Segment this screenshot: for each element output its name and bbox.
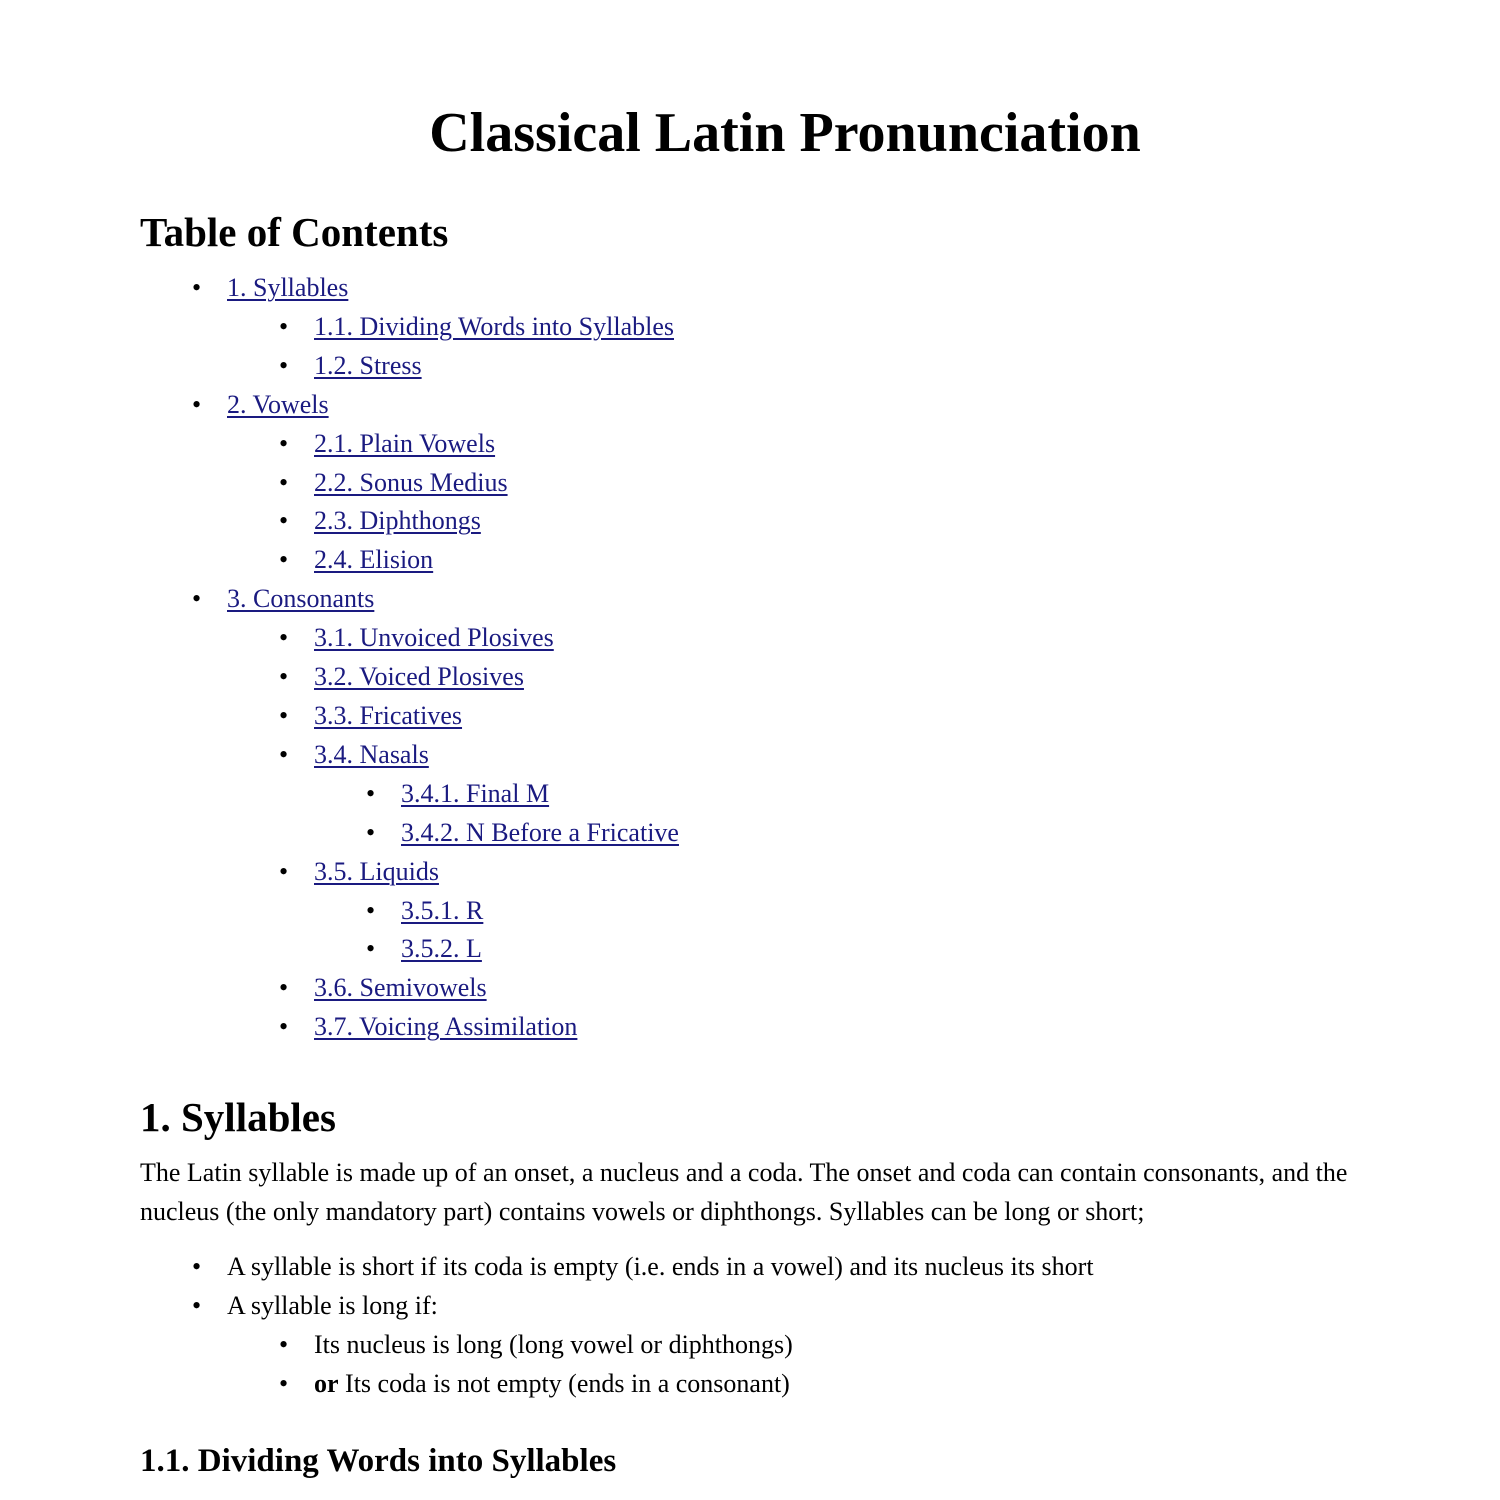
toc-item [366, 930, 679, 969]
page-title: Classical Latin Pronunciation [429, 102, 1141, 164]
bullet-icon: • [192, 389, 202, 419]
toc-item [279, 308, 679, 347]
toc-item [192, 580, 679, 1047]
toc-link[interactable]: 3.7. Voicing Assimilation [314, 1012, 578, 1042]
toc-link[interactable]: 1.2. Stress [314, 350, 422, 380]
toc-link[interactable]: 3.4.1. Final M [401, 778, 550, 808]
list-item [192, 1287, 1094, 1404]
toc-item [279, 502, 679, 541]
toc-link[interactable]: 3.4.2. N Before a Fricative [401, 817, 679, 847]
section-heading-syllables: 1. Syllables [140, 1094, 336, 1140]
list-item-text: A syllable is long if: [227, 1290, 438, 1320]
bullet-icon: • [279, 1012, 289, 1042]
toc-link[interactable]: 3.3. Fricatives [314, 700, 463, 730]
toc-link[interactable]: 2.2. Sonus Medius [314, 467, 508, 497]
toc-link[interactable]: 3.5.2. L [401, 934, 482, 964]
toc-link[interactable]: 1.1. Dividing Words into Syllables [314, 311, 674, 341]
toc-item [279, 853, 679, 970]
toc-link[interactable]: 2.3. Diphthongs [314, 506, 481, 536]
bullet-icon: • [279, 1329, 289, 1359]
toc-item [366, 775, 679, 814]
bullet-icon: • [192, 1252, 202, 1281]
bullet-icon: • [366, 934, 376, 964]
bullet-icon: • [279, 545, 289, 575]
bullet-icon: • [279, 973, 289, 1003]
syllable-rules-list [140, 1248, 1094, 1404]
list-item-text: Its nucleus is long (long vowel or diphthongs) [314, 1329, 793, 1359]
bullet-icon: • [279, 700, 289, 730]
toc-item [192, 269, 679, 386]
list-item-text: Its coda is not empty (ends in a consonant) [338, 1368, 790, 1398]
bullet-icon: • [279, 623, 289, 653]
bullet-icon: • [279, 662, 289, 692]
toc-link[interactable]: 3.5.1. R [401, 895, 484, 925]
bullet-icon: • [279, 739, 289, 769]
toc-link[interactable]: 2.1. Plain Vowels [314, 428, 496, 458]
toc-link[interactable]: 3.2. Voiced Plosives [314, 662, 524, 692]
toc-item [279, 541, 679, 580]
toc-item [279, 697, 679, 736]
toc-link[interactable]: 2. Vowels [227, 389, 329, 419]
toc-item [279, 1008, 679, 1047]
bullet-icon: • [192, 584, 202, 614]
toc-item [279, 658, 679, 697]
toc-item [279, 969, 679, 1008]
toc-item [279, 736, 679, 853]
bullet-icon: • [366, 895, 376, 925]
bold-or: or [314, 1368, 339, 1398]
toc-link[interactable]: 3.6. Semivowels [314, 973, 487, 1003]
toc-item [279, 347, 679, 386]
bullet-icon: • [366, 817, 376, 847]
toc-item [279, 464, 679, 503]
toc-link[interactable]: 3. Consonants [227, 584, 375, 614]
bullet-icon: • [279, 1368, 289, 1398]
bullet-icon: • [279, 311, 289, 341]
section-intro-paragraph: The Latin syllable is made up of an onset, a nucleus and a coda. The onset and coda can contain consonants, and the nucleus (the only mandatory part) contains vowels or diphthongs. Syllables can be long or short; [140, 1158, 1348, 1226]
list-item [279, 1326, 1094, 1365]
toc-link[interactable]: 3.5. Liquids [314, 856, 439, 886]
bullet-icon: • [279, 506, 289, 536]
toc-item [366, 814, 679, 853]
bullet-icon: • [279, 428, 289, 458]
bullet-icon: • [279, 350, 289, 380]
toc-link[interactable]: 3.4. Nasals [314, 739, 429, 769]
toc-link[interactable]: 1. Syllables [227, 273, 349, 302]
toc-link[interactable]: 2.4. Elision [314, 545, 434, 575]
list-item [279, 1365, 1094, 1404]
table-of-contents [140, 269, 679, 1047]
toc-heading: Table of Contents [140, 209, 449, 255]
toc-link[interactable]: 3.1. Unvoiced Plosives [314, 623, 554, 653]
toc-item [279, 619, 679, 658]
list-item [192, 1248, 1094, 1287]
toc-item [192, 386, 679, 581]
bullet-icon: • [279, 856, 289, 886]
toc-item [279, 425, 679, 464]
bullet-icon: • [192, 273, 202, 302]
toc-item [366, 892, 679, 931]
bullet-icon: • [366, 778, 376, 808]
list-item-text: A syllable is short if its coda is empty (i.e. ends in a vowel) and its nucleus its short [227, 1252, 1094, 1281]
bullet-icon: • [279, 467, 289, 497]
section-heading-dividing-words: 1.1. Dividing Words into Syllables [140, 1443, 617, 1479]
bullet-icon: • [192, 1290, 202, 1320]
